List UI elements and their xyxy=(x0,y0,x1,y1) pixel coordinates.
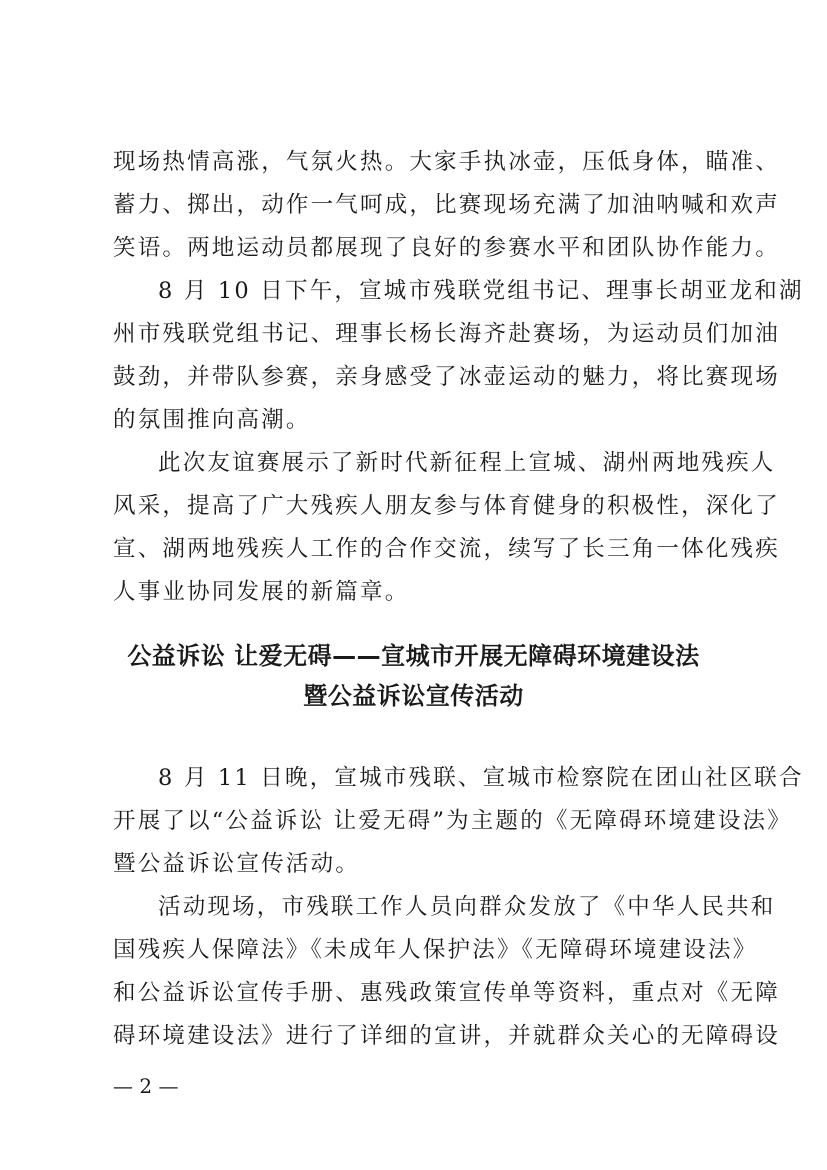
section-title-line-2: 暨公益诉讼宣传活动 xyxy=(303,682,524,710)
paragraph-line: 国残疾人保障法》《未成年人保护法》《无障碍环境建设法》 xyxy=(113,937,758,963)
paragraph-line: 鼓劲，并带队参赛，亲身感受了冰壶运动的魅力，将比赛现场 xyxy=(113,364,780,390)
paragraph-line: 和公益诉讼宣传手册、惠残政策宣传单等资料，重点对《无障 xyxy=(113,980,780,1006)
paragraph-line: 暨公益诉讼宣传活动。 xyxy=(113,851,361,877)
paragraph-line: 州市残联党组书记、理事长杨长海齐赴赛场，为运动员们加油 xyxy=(113,321,780,347)
paragraph-line: 开展了以“公益诉讼 让爱无碍”为主题的《无障碍环境建设法》 xyxy=(113,808,792,834)
paragraph-line: 现场热情高涨，气氛火热。大家手执冰壶，压低身体，瞄准、 xyxy=(113,149,780,175)
paragraph-line: 此次友谊赛展示了新时代新征程上宣城、湖州两地残疾人 xyxy=(158,450,776,476)
paragraph-line: 的氛围推向高潮。 xyxy=(113,407,311,433)
paragraph-line: 风采，提高了广大残疾人朋友参与体育健身的积极性，深化了 xyxy=(113,493,780,519)
paragraph-line: 笑语。两地运动员都展现了良好的参赛水平和团队协作能力。 xyxy=(113,235,780,261)
section-title-line-1: 公益诉讼 让爱无碍——宣城市开展无障碍环境建设法 xyxy=(127,642,700,670)
page-number: — 2 — xyxy=(113,1074,179,1098)
paragraph-line: 活动现场，市残联工作人员向群众发放了《中华人民共和 xyxy=(158,894,776,920)
paragraph-line: 蓄力、掷出，动作一气呵成，比赛现场充满了加油呐喊和欢声 xyxy=(113,192,780,218)
paragraph-line: 宣、湖两地残疾人工作的合作交流，续写了长三角一体化残疾 xyxy=(113,536,780,562)
paragraph-line: 8 月 11 日晚，宣城市残联、宣城市检察院在团山社区联合 xyxy=(158,765,804,791)
paragraph-line: 碍环境建设法》进行了详细的宣讲，并就群众关心的无障碍设 xyxy=(113,1023,780,1049)
paragraph-line: 人事业协同发展的新篇章。 xyxy=(113,579,410,605)
paragraph-line: 8 月 10 日下午，宣城市残联党组书记、理事长胡亚龙和湖 xyxy=(158,278,804,304)
